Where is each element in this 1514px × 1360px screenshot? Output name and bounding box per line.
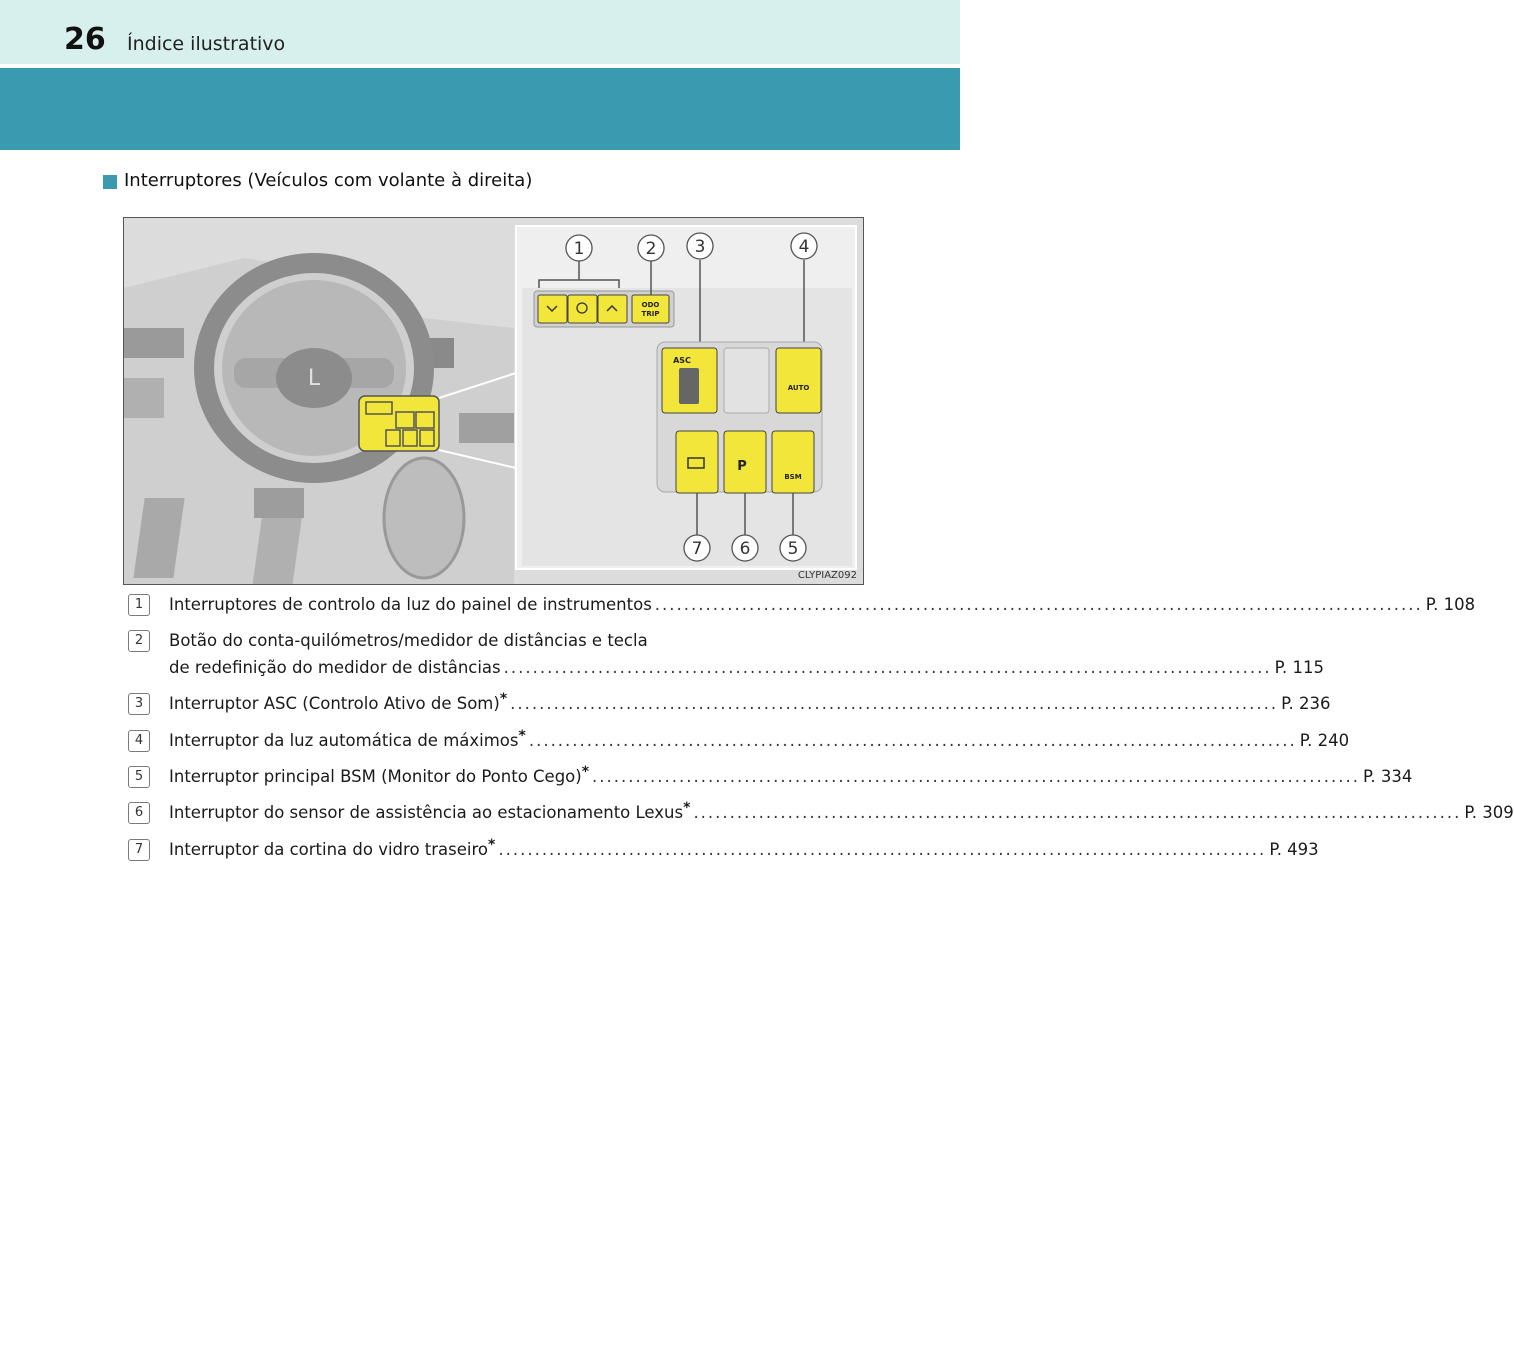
item-number: 3 <box>128 693 150 715</box>
callout-7: 7 <box>691 539 703 559</box>
leader-dots: .......................................................................................................... <box>528 731 1297 750</box>
page-reference-link[interactable]: P. 493 <box>1269 840 1319 859</box>
leader-dots: .......................................................................................................... <box>592 767 1361 786</box>
asc-label: ASC <box>673 356 691 365</box>
section-title: Interruptores (Veículos com volante à direita) <box>124 170 533 191</box>
item-text: Interruptor do sensor de assistência ao estacionamento Lexus <box>169 803 684 822</box>
page-reference-link[interactable]: P. 309 <box>1464 803 1514 822</box>
asterisk-mark: * <box>499 691 508 707</box>
page-reference-link[interactable]: P. 334 <box>1363 767 1413 786</box>
asterisk-mark: * <box>518 728 526 744</box>
asterisk-mark: * <box>683 800 691 816</box>
svg-text:L: L <box>307 366 321 391</box>
page-number: 26 <box>64 22 106 57</box>
callout-3: 3 <box>694 237 706 257</box>
asterisk-mark: * <box>581 764 590 780</box>
section-marker-icon <box>103 175 117 189</box>
item-text: Interruptor principal BSM (Monitor do Ponto Cego) <box>169 767 582 786</box>
callout-5: 5 <box>787 539 799 559</box>
page-reference-link[interactable]: P. 115 <box>1274 658 1324 677</box>
leader-dots: .......................................................................................................... <box>693 803 1462 822</box>
callout-2: 2 <box>645 239 657 259</box>
item-text: de redefinição do medidor de distâncias <box>169 658 501 677</box>
callout-6: 6 <box>739 539 751 559</box>
callout-1: 1 <box>573 239 585 259</box>
leader-dots: .......................................................................................................... <box>654 595 1423 614</box>
item-text-line1: Botão do conta-quilómetros/medidor de distâncias e tecla <box>169 631 648 650</box>
page-reference-link[interactable]: P. 236 <box>1281 694 1331 713</box>
leader-dots: .......................................................................................................... <box>498 840 1267 859</box>
trip-label: TRIP <box>641 310 660 318</box>
item-text: Interruptor da cortina do vidro traseiro <box>169 840 489 859</box>
callout-4: 4 <box>798 237 810 257</box>
leader-dots: .......................................................................................................... <box>510 694 1279 713</box>
item-text: Interruptor ASC (Controlo Ativo de Som) <box>169 694 500 713</box>
item-number: 6 <box>128 802 150 824</box>
auto-label: AUTO <box>787 384 810 392</box>
figure-code: CLYPIAZ092 <box>797 570 857 581</box>
item-number: 2 <box>128 630 150 652</box>
item-number: 5 <box>128 766 150 788</box>
odo-label: ODO <box>641 301 660 309</box>
switches-illustration <box>123 217 864 585</box>
item-number: 1 <box>128 594 150 616</box>
item-number: 7 <box>128 839 150 861</box>
bsm-label: BSM <box>784 473 802 481</box>
page-reference-link[interactable]: P. 240 <box>1299 731 1350 750</box>
page-title: Índice ilustrativo <box>127 33 286 55</box>
illustration-svg <box>124 218 863 584</box>
item-number: 4 <box>128 730 150 752</box>
item-text: Interruptores de controlo da luz do painel de instrumentos <box>169 595 652 614</box>
page-reference-link[interactable]: P. 108 <box>1425 595 1476 614</box>
leader-dots: .......................................................................................................... <box>503 658 1272 677</box>
parking-label: P <box>737 459 747 474</box>
asterisk-mark: * <box>488 837 496 853</box>
header-band <box>0 68 960 150</box>
item-text: Interruptor da luz automática de máximos <box>169 731 519 750</box>
